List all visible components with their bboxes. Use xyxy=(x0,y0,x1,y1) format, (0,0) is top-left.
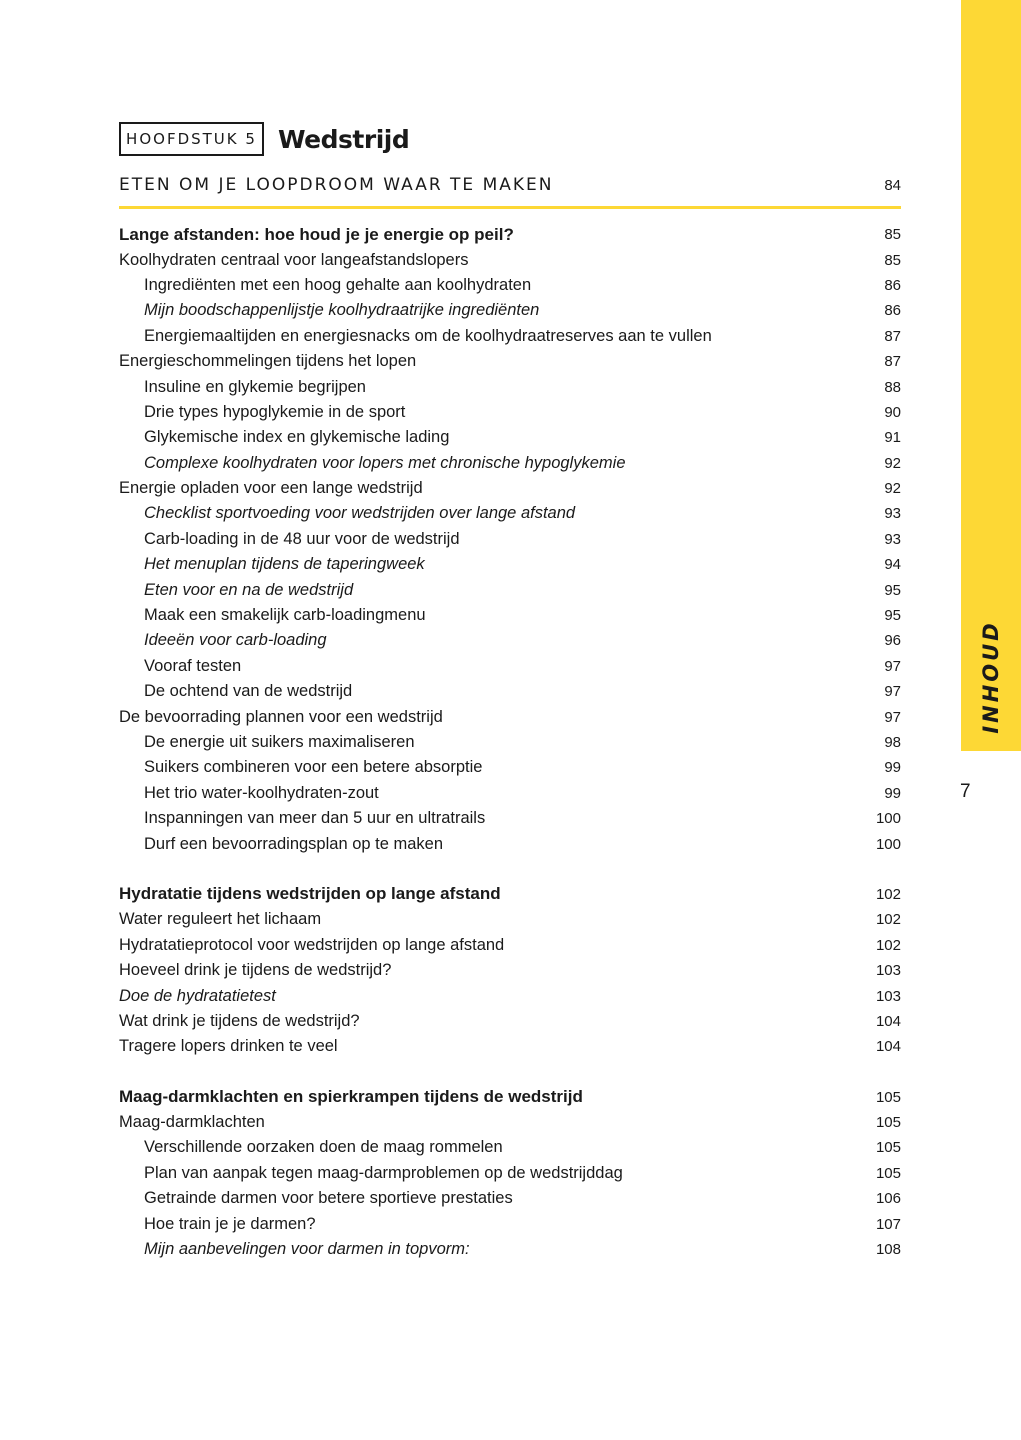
toc-entry-page: 105 xyxy=(875,1164,901,1182)
toc-entry-title: Het trio water-koolhydraten-zout xyxy=(144,783,379,802)
page-number: 7 xyxy=(960,781,971,802)
toc-entry[interactable] xyxy=(119,628,901,653)
toc-entry-page: 98 xyxy=(884,734,901,751)
toc-entry-page: 85 xyxy=(884,251,901,269)
toc-entry[interactable] xyxy=(119,400,901,425)
toc-entry-page: 91 xyxy=(884,429,901,447)
toc-entry[interactable] xyxy=(119,349,901,374)
toc-entry-title: Insuline en glykemie begrijpen xyxy=(144,377,366,396)
toc-entry[interactable] xyxy=(119,933,901,958)
toc-entry[interactable] xyxy=(119,1211,901,1236)
toc-entry[interactable] xyxy=(119,1161,901,1186)
toc-entry-title: Suikers combineren voor een betere absorptie xyxy=(144,758,483,777)
toc-entry-page: 90 xyxy=(884,403,901,421)
toc-entry-page: 103 xyxy=(875,987,901,1005)
chapter-header xyxy=(119,120,409,158)
toc-entry-page: 104 xyxy=(875,1038,901,1056)
toc-entry-page: 97 xyxy=(884,708,901,726)
toc-entry[interactable] xyxy=(119,324,901,349)
toc-entry-title: Energiemaaltijden en energiesnacks om de koolhydraatreserves aan te vullen xyxy=(144,326,712,345)
toc-entry-page: 92 xyxy=(884,454,901,472)
toc-entry-title: Wat drink je tijdens de wedstrijd? xyxy=(119,1011,360,1030)
toc-entry-page: 104 xyxy=(875,1012,901,1030)
toc-entry[interactable] xyxy=(119,527,901,552)
toc-entry-page: 107 xyxy=(875,1215,901,1233)
toc-entry-page: 88 xyxy=(884,378,901,396)
toc-entry[interactable] xyxy=(119,831,901,856)
toc-entry-title: Hydratatie tijdens wedstrijden op lange afstand xyxy=(119,884,501,904)
toc-entry[interactable] xyxy=(119,451,901,476)
toc-entry-title: Complexe koolhydraten voor lopers met chronische hypoglykemie xyxy=(144,453,626,472)
toc-entry-page: 93 xyxy=(884,530,901,548)
toc-entry-title: Vooraf testen xyxy=(144,656,242,675)
toc-entry[interactable] xyxy=(119,1237,901,1262)
group-spacer xyxy=(119,857,901,882)
toc-entry-title: Mijn aanbevelingen voor darmen in topvorm: xyxy=(144,1240,470,1259)
toc-entry-page: 105 xyxy=(875,1088,901,1106)
toc-entry-page: 94 xyxy=(884,556,901,574)
toc-entry[interactable] xyxy=(119,654,901,679)
toc-entry[interactable] xyxy=(119,298,901,323)
toc-entry-title: Maak een smakelijk carb-loadingmenu xyxy=(144,606,426,625)
toc-entry-title: Glykemische index en glykemische lading xyxy=(144,428,450,447)
toc-entry-page: 100 xyxy=(875,810,901,828)
toc-entry-title: Doe de hydratatietest xyxy=(119,986,276,1005)
toc-entry-title: Getrainde darmen voor betere sportieve prestaties xyxy=(144,1189,513,1208)
toc-entry-page: 105 xyxy=(875,1114,901,1132)
toc-entry-title: Carb-loading in de 48 uur voor de wedstrijd xyxy=(144,529,460,548)
toc-entry[interactable] xyxy=(119,730,901,755)
table-of-contents xyxy=(119,222,901,1262)
toc-entry-page: 87 xyxy=(884,327,901,345)
toc-entry-title: Hydratatieprotocol voor wedstrijden op lange afstand xyxy=(119,935,505,954)
toc-entry-page: 92 xyxy=(884,480,901,498)
toc-entry-title: De ochtend van de wedstrijd xyxy=(144,682,353,701)
toc-entry[interactable] xyxy=(119,907,901,932)
toc-entry-title: Inspanningen van meer dan 5 uur en ultratrails xyxy=(144,809,486,828)
toc-entry-page: 102 xyxy=(875,911,901,929)
toc-entry-page: 106 xyxy=(875,1190,901,1208)
toc-entry-page: 86 xyxy=(884,276,901,294)
toc-entry-page: 86 xyxy=(884,302,901,320)
toc-entry-page: 99 xyxy=(884,784,901,802)
toc-entry-title: Mijn boodschappenlijstje koolhydraatrijke ingrediënten xyxy=(144,301,540,320)
chapter-badge: HOOFDSTUK 5 xyxy=(119,122,264,156)
toc-entry[interactable] xyxy=(119,983,901,1008)
toc-entry-page: 93 xyxy=(884,505,901,523)
toc-entry-page: 97 xyxy=(884,657,901,675)
toc-entry[interactable] xyxy=(119,247,901,272)
toc-entry-title: Ingrediënten met een hoog gehalte aan koolhydraten xyxy=(144,275,532,294)
toc-entry-page: 99 xyxy=(884,759,901,777)
toc-entry-title: Tragere lopers drinken te veel xyxy=(119,1037,338,1056)
toc-entry-title: Lange afstanden: hoe houd je je energie op peil? xyxy=(119,224,514,244)
toc-entry[interactable] xyxy=(119,476,901,501)
toc-entry[interactable] xyxy=(119,603,901,628)
chapter-title: Wedstrijd xyxy=(278,124,410,154)
toc-entry[interactable] xyxy=(119,577,901,602)
toc-entry-title: De bevoorrading plannen voor een wedstrijd xyxy=(119,707,443,726)
toc-entry[interactable] xyxy=(119,882,901,907)
section-title: ETEN OM JE LOOPDROOM WAAR TE MAKEN xyxy=(119,175,554,195)
divider xyxy=(119,206,901,209)
toc-entry[interactable] xyxy=(119,501,901,526)
toc-entry-title: Maag-darmklachten xyxy=(119,1113,265,1132)
toc-entry-page: 96 xyxy=(884,632,901,650)
toc-entry[interactable] xyxy=(119,806,901,831)
toc-entry-page: 102 xyxy=(875,885,901,903)
toc-entry[interactable] xyxy=(119,374,901,399)
toc-entry-title: Durf een bevoorradingsplan op te maken xyxy=(144,834,444,853)
toc-entry[interactable] xyxy=(119,1009,901,1034)
toc-entry[interactable] xyxy=(119,781,901,806)
tab-label: INHOUD xyxy=(979,620,1003,734)
toc-entry[interactable] xyxy=(119,1135,901,1160)
toc-entry[interactable] xyxy=(119,1085,901,1110)
toc-entry[interactable] xyxy=(119,958,901,983)
toc-entry-page: 100 xyxy=(875,835,901,853)
section-page: 84 xyxy=(884,176,901,194)
toc-entry-title: Verschillende oorzaken doen de maag rommelen xyxy=(144,1138,503,1157)
toc-entry-page: 103 xyxy=(875,962,901,980)
toc-entry[interactable] xyxy=(119,679,901,704)
toc-entry-title: Hoe train je je darmen? xyxy=(144,1214,316,1233)
toc-entry-page: 102 xyxy=(875,936,901,954)
toc-entry-title: Eten voor en na de wedstrijd xyxy=(144,580,354,599)
toc-entry-title: De energie uit suikers maximaliseren xyxy=(144,733,415,751)
toc-entry-title: Het menuplan tijdens de taperingweek xyxy=(144,555,425,574)
toc-entry-page: 85 xyxy=(884,226,901,244)
toc-entry-title: Energie opladen voor een lange wedstrijd xyxy=(119,479,423,498)
toc-entry-title: Koolhydraten centraal voor langeafstandslopers xyxy=(119,250,469,269)
toc-entry-page: 105 xyxy=(875,1139,901,1157)
toc-entry[interactable] xyxy=(119,704,901,729)
toc-entry-page: 97 xyxy=(884,683,901,701)
toc-entry-title: Energieschommelingen tijdens het lopen xyxy=(119,352,417,371)
toc-entry-title: Drie types hypoglykemie in de sport xyxy=(144,402,406,421)
toc-entry[interactable] xyxy=(119,273,901,298)
toc-entry[interactable] xyxy=(119,1186,901,1211)
group-spacer xyxy=(119,1060,901,1085)
toc-entry-title: Checklist sportvoeding voor wedstrijden over lange afstand xyxy=(144,504,576,523)
toc-entry-page: 95 xyxy=(884,581,901,599)
toc-entry-page: 87 xyxy=(884,353,901,371)
toc-entry-title: Maag-darmklachten en spierkrampen tijdens de wedstrijd xyxy=(119,1087,583,1107)
toc-entry-title: Hoeveel drink je tijdens de wedstrijd? xyxy=(119,961,392,980)
toc-entry[interactable] xyxy=(119,1034,901,1059)
toc-entry[interactable] xyxy=(119,222,901,247)
toc-entry-title: Water reguleert het lichaam xyxy=(119,910,322,929)
toc-entry[interactable] xyxy=(119,425,901,450)
toc-entry[interactable] xyxy=(119,755,901,780)
toc-entry-page: 95 xyxy=(884,607,901,625)
toc-entry-page: 108 xyxy=(875,1241,901,1259)
section-heading[interactable] xyxy=(119,172,901,198)
toc-entry-title: Ideeën voor carb-loading xyxy=(144,631,327,650)
toc-entry-title: Plan van aanpak tegen maag-darmproblemen op de wedstrijddag xyxy=(144,1163,623,1182)
toc-entry[interactable] xyxy=(119,552,901,577)
toc-entry[interactable] xyxy=(119,1110,901,1135)
